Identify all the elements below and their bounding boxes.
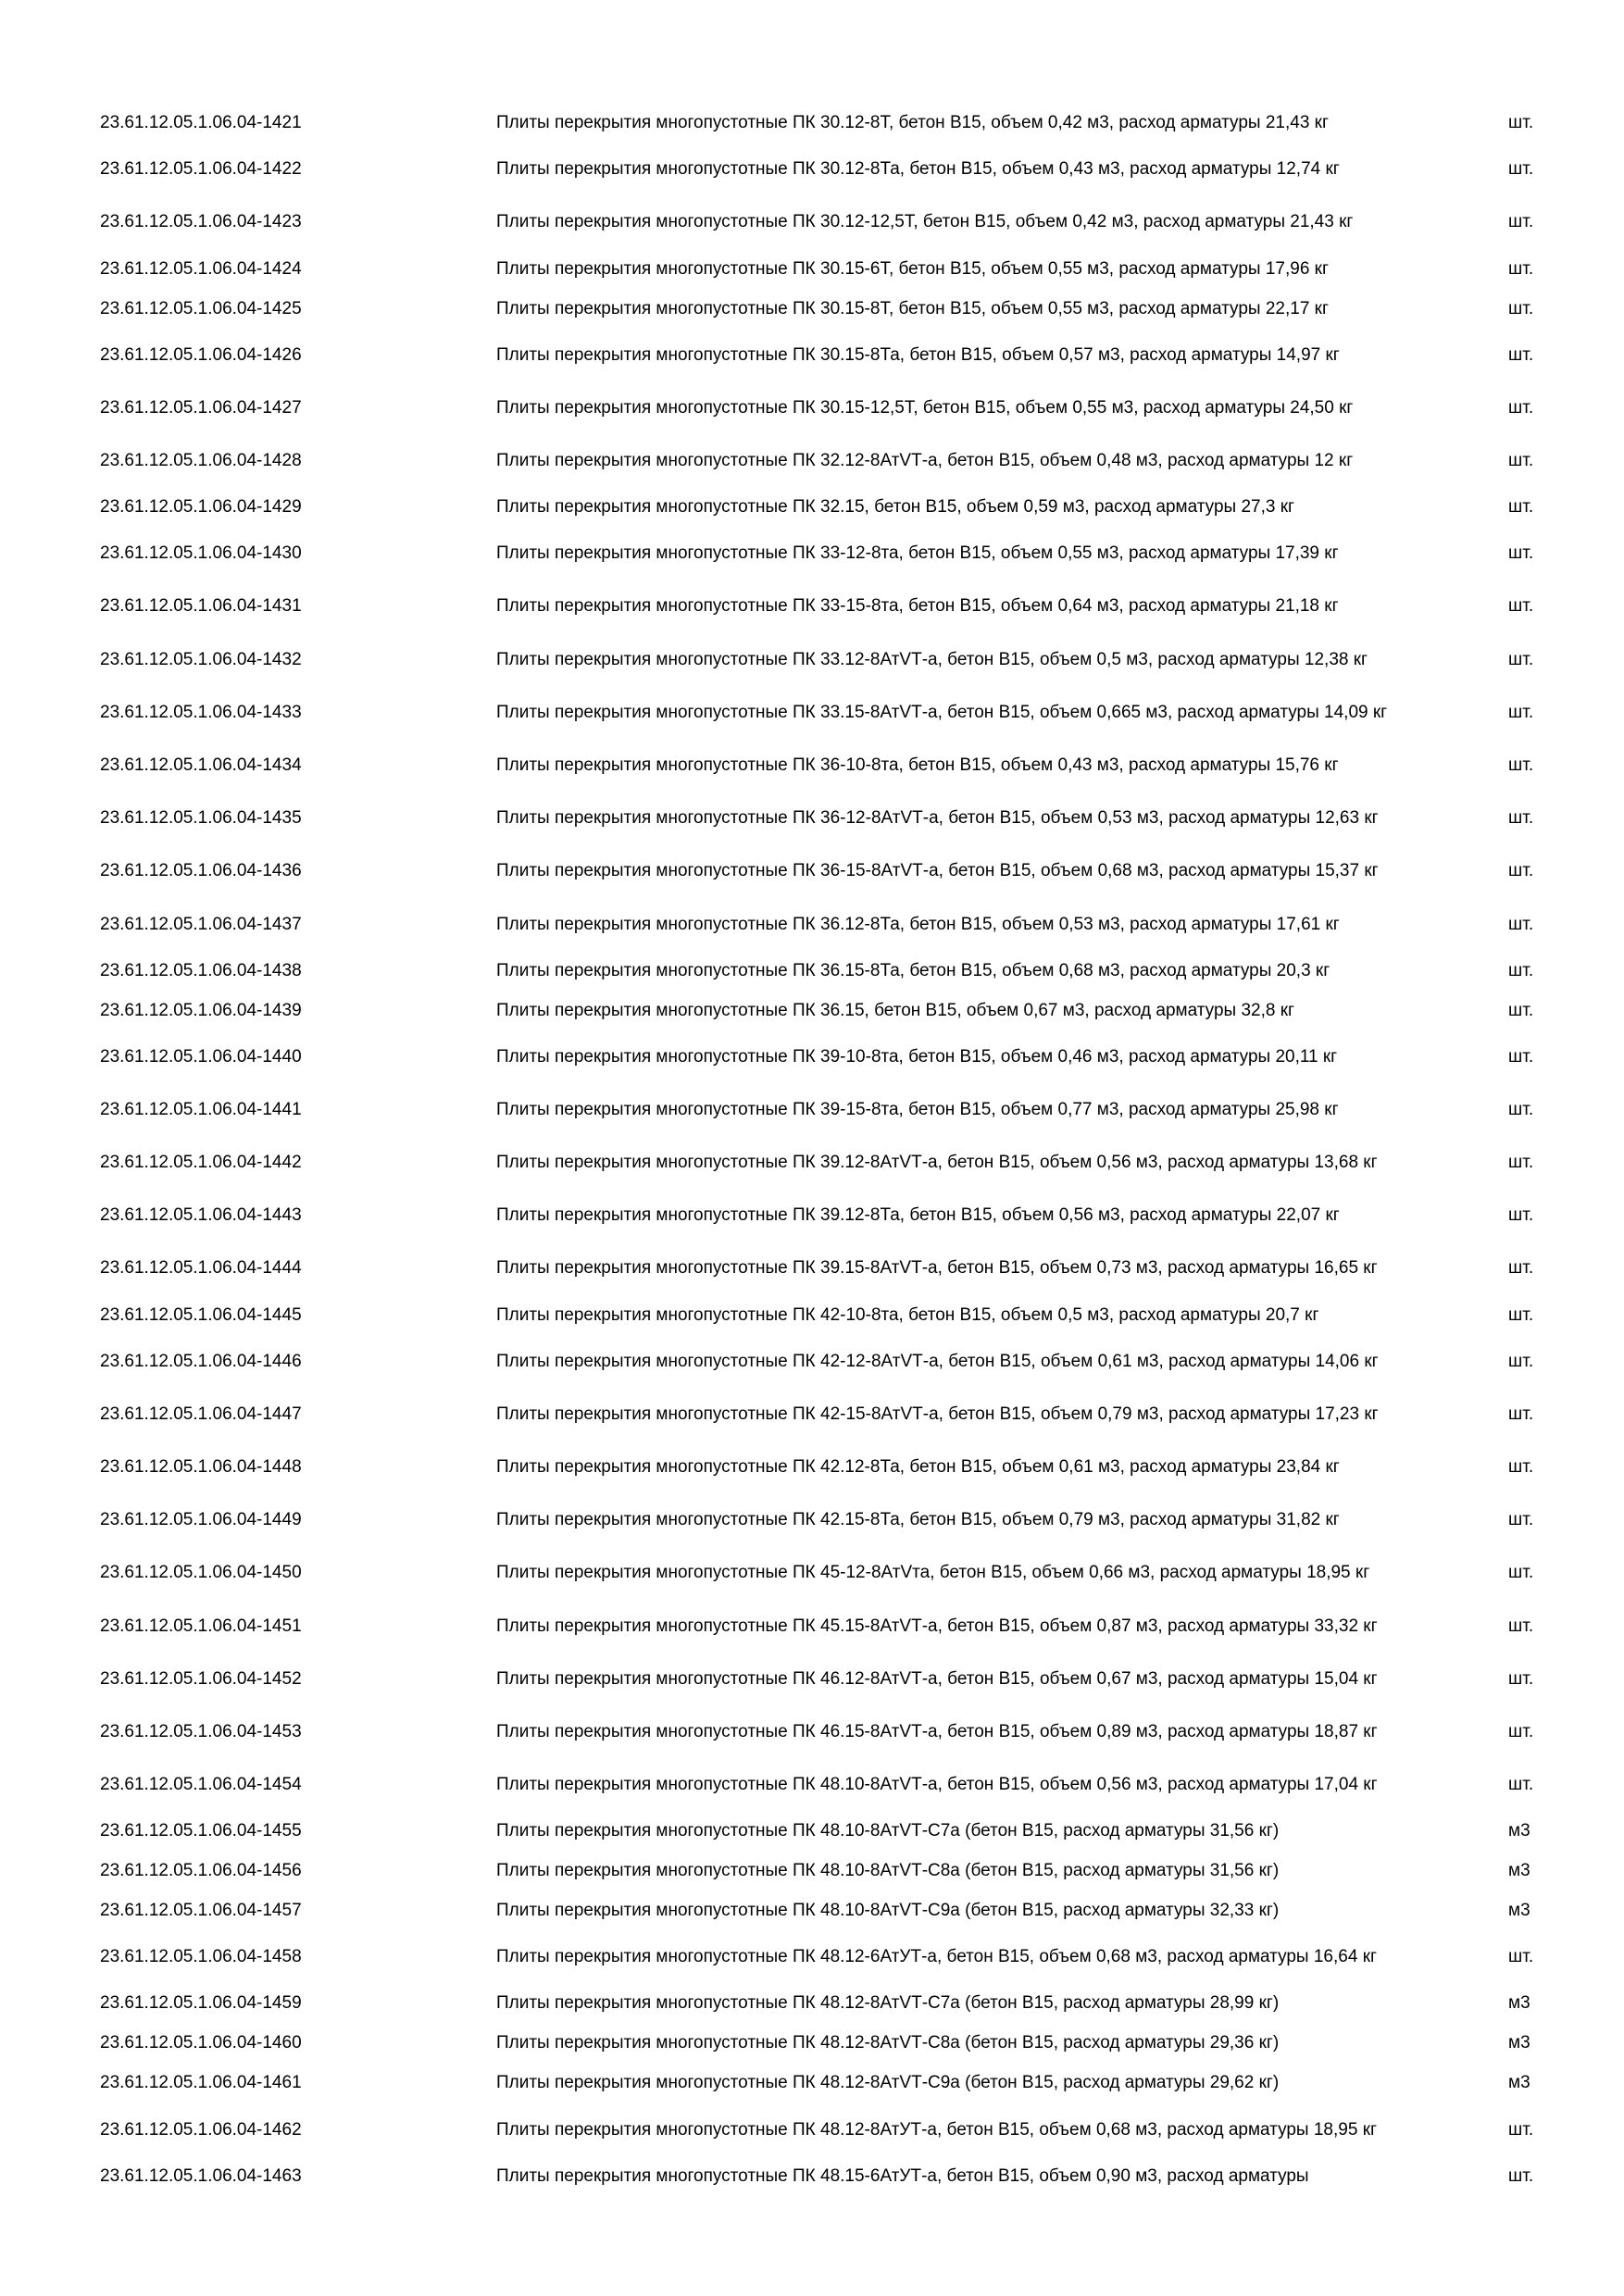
measurement-unit: шт. <box>1508 298 1534 318</box>
measurement-unit: шт. <box>1508 1721 1534 1741</box>
table-row <box>93 1852 1589 1891</box>
measurement-unit: шт. <box>1508 451 1534 471</box>
measurement-unit: шт. <box>1508 543 1534 564</box>
measurement-unit: шт. <box>1508 1563 1534 1583</box>
measurement-unit: шт. <box>1508 1457 1534 1478</box>
table-row <box>93 898 1589 951</box>
resource-description: Плиты перекрытия многопустотные ПК 30.15-8Т, бетон В15, объем 0,55 м3, расход арматуры 22,17 кг <box>496 298 1329 318</box>
resource-description: Плиты перекрытия многопустотные ПК 42.15-8Та, бетон В15, объем 0,79 м3, расход арматуры 31,82 кг <box>496 1510 1340 1530</box>
table-row <box>93 1030 1589 1083</box>
resource-description: Плиты перекрытия многопустотные ПК 42.12-8Та, бетон В15, объем 0,61 м3, расход арматуры 23,84 кг <box>496 1457 1340 1478</box>
resource-code: 23.61.12.05.1.06.04-1444 <box>100 1258 302 1279</box>
measurement-unit: шт. <box>1508 1510 1534 1530</box>
resource-description: Плиты перекрытия многопустотные ПК 48.10-8АтVТ-С7а (бетон В15, расход арматуры 31,56 кг) <box>496 1821 1280 1841</box>
table-row <box>93 1084 1589 1137</box>
resource-description: Плиты перекрытия многопустотные ПК 39.15-8АтVТ-а, бетон В15, объем 0,73 м3, расход арматуры 16,65 кг <box>496 1258 1378 1279</box>
resource-description: Плиты перекрытия многопустотные ПК 33.15-8АтVТ-а, бетон В15, объем 0,665 м3, расход арматуры 14,09 кг <box>496 702 1388 722</box>
measurement-unit: шт. <box>1508 1205 1534 1226</box>
resource-description: Плиты перекрытия многопустотные ПК 30.12-8Т, бетон В15, объем 0,42 м3, расход арматуры 21,43 кг <box>496 113 1329 133</box>
resource-code: 23.61.12.05.1.06.04-1448 <box>100 1457 302 1478</box>
resource-description: Плиты перекрытия многопустотные ПК 48.10-8АтVТ-С8а (бетон В15, расход арматуры 31,56 кг) <box>496 1861 1280 1881</box>
resource-code: 23.61.12.05.1.06.04-1458 <box>100 1947 302 1967</box>
resource-code: 23.61.12.05.1.06.04-1451 <box>100 1616 302 1636</box>
measurement-unit: м3 <box>1508 2033 1530 2053</box>
table-row <box>93 2024 1589 2064</box>
resource-code: 23.61.12.05.1.06.04-1449 <box>100 1510 302 1530</box>
table-row <box>93 1891 1589 1931</box>
resource-description: Плиты перекрытия многопустотные ПК 39.12-8Та, бетон В15, объем 0,56 м3, расход арматуры 22,07 кг <box>496 1205 1340 1226</box>
table-row <box>93 1931 1589 1984</box>
table-row <box>93 289 1589 329</box>
measurement-unit: шт. <box>1508 1046 1534 1067</box>
resource-code: 23.61.12.05.1.06.04-1443 <box>100 1205 302 1226</box>
resource-code: 23.61.12.05.1.06.04-1438 <box>100 960 302 980</box>
measurement-unit: шт. <box>1508 914 1534 934</box>
resource-description: Плиты перекрытия многопустотные ПК 30.12-8Та, бетон В15, объем 0,43 м3, расход арматуры 12,74 кг <box>496 159 1340 180</box>
measurement-unit: шт. <box>1508 755 1534 775</box>
table-row <box>93 1812 1589 1852</box>
resource-code: 23.61.12.05.1.06.04-1456 <box>100 1861 302 1881</box>
measurement-unit: м3 <box>1508 1861 1530 1881</box>
measurement-unit: шт. <box>1508 1404 1534 1424</box>
resource-description: Плиты перекрытия многопустотные ПК 46.15-8АтVТ-а, бетон В15, объем 0,89 м3, расход арматуры 18,87 кг <box>496 1721 1378 1741</box>
resource-code: 23.61.12.05.1.06.04-1440 <box>100 1046 302 1067</box>
resource-description: Плиты перекрытия многопустотные ПК 48.12-8АтVТ-С8а (бетон В15, расход арматуры 29,36 кг) <box>496 2033 1280 2053</box>
table-row <box>93 1190 1589 1242</box>
resource-code: 23.61.12.05.1.06.04-1425 <box>100 298 302 318</box>
resource-description: Плиты перекрытия многопустотные ПК 32.12-8АтVТ-а, бетон В15, объем 0,48 м3, расход арматуры 12 кг <box>496 451 1354 471</box>
measurement-unit: шт. <box>1508 861 1534 881</box>
table-row <box>93 991 1589 1030</box>
table-row <box>93 488 1589 528</box>
measurement-unit: шт. <box>1508 1000 1534 1020</box>
resource-code: 23.61.12.05.1.06.04-1423 <box>100 212 302 232</box>
measurement-unit: шт. <box>1508 2165 1534 2186</box>
resource-description: Плиты перекрытия многопустотные ПК 39.12-8АтVТ-а, бетон В15, объем 0,56 м3, расход арматуры 13,68 кг <box>496 1153 1378 1173</box>
table-row <box>93 2103 1589 2156</box>
table-row <box>93 687 1589 740</box>
resource-description: Плиты перекрытия многопустотные ПК 36-12-8АтVТ-а, бетон В15, объем 0,53 м3, расход арматуры 12,63 кг <box>496 808 1379 829</box>
measurement-unit: шт. <box>1508 2119 1534 2140</box>
resource-description: Плиты перекрытия многопустотные ПК 32.15, бетон В15, объем 0,59 м3, расход арматуры 27,3 кг <box>496 497 1294 518</box>
resource-description: Плиты перекрытия многопустотные ПК 48.12-8АтУТ-а, бетон В15, объем 0,68 м3, расход арматуры 18,95 кг <box>496 2119 1377 2140</box>
table-row <box>93 2064 1589 2103</box>
resource-description: Плиты перекрытия многопустотные ПК 48.10-8АтVТ-а, бетон В15, объем 0,56 м3, расход арматуры 17,04 кг <box>496 1775 1378 1795</box>
resource-description: Плиты перекрытия многопустотные ПК 33-15-8та, бетон В15, объем 0,64 м3, расход арматуры 21,18 кг <box>496 596 1339 617</box>
table-row <box>93 1137 1589 1190</box>
resource-code: 23.61.12.05.1.06.04-1427 <box>100 397 302 418</box>
table-row <box>93 1653 1589 1706</box>
resource-description: Плиты перекрытия многопустотные ПК 46.12-8АтVТ-а, бетон В15, объем 0,67 м3, расход арматуры 15,04 кг <box>496 1668 1378 1689</box>
resource-code: 23.61.12.05.1.06.04-1429 <box>100 497 302 518</box>
table-row <box>93 1295 1589 1335</box>
table-row <box>93 249 1589 289</box>
measurement-unit: шт. <box>1508 960 1534 980</box>
measurement-unit: шт. <box>1508 808 1534 829</box>
measurement-unit: шт. <box>1508 702 1534 722</box>
resource-description: Плиты перекрытия многопустотные ПК 48.10-8АтVТ-С9а (бетон В15, расход арматуры 32,33 кг) <box>496 1901 1280 1921</box>
resource-code: 23.61.12.05.1.06.04-1445 <box>100 1304 302 1325</box>
table-row <box>93 329 1589 381</box>
resource-code: 23.61.12.05.1.06.04-1437 <box>100 914 302 934</box>
measurement-unit: шт. <box>1508 1258 1534 1279</box>
resource-code: 23.61.12.05.1.06.04-1426 <box>100 344 302 365</box>
resource-description: Плиты перекрытия многопустотные ПК 33.12-8АтVТ-а, бетон В15, объем 0,5 м3, расход арматуры 12,38 кг <box>496 649 1368 669</box>
measurement-unit: шт. <box>1508 212 1534 232</box>
resource-description: Плиты перекрытия многопустотные ПК 36.15-8Та, бетон В15, объем 0,68 м3, расход арматуры 20,3 кг <box>496 960 1330 980</box>
measurement-unit: м3 <box>1508 1821 1530 1841</box>
table-body <box>93 104 1589 2196</box>
resource-description: Плиты перекрытия многопустотные ПК 30.15-12,5Т, бетон В15, объем 0,55 м3, расход арматуры 24,50 кг <box>496 397 1354 418</box>
resource-description: Плиты перекрытия многопустотные ПК 30.12-12,5Т, бетон В15, объем 0,42 м3, расход арматуры 21,43 кг <box>496 212 1354 232</box>
measurement-unit: шт. <box>1508 258 1534 279</box>
resource-code: 23.61.12.05.1.06.04-1455 <box>100 1821 302 1841</box>
measurement-unit: шт. <box>1508 1304 1534 1325</box>
resource-description: Плиты перекрытия многопустотные ПК 33-12-8та, бетон В15, объем 0,55 м3, расход арматуры 17,39 кг <box>496 543 1339 564</box>
measurement-unit: шт. <box>1508 1099 1534 1119</box>
measurement-unit: шт. <box>1508 1668 1534 1689</box>
resource-description: Плиты перекрытия многопустотные ПК 48.12-8АтVТ-С9а (бетон В15, расход арматуры 29,62 кг) <box>496 2073 1280 2093</box>
resource-code: 23.61.12.05.1.06.04-1430 <box>100 543 302 564</box>
resource-code: 23.61.12.05.1.06.04-1435 <box>100 808 302 829</box>
table-row <box>93 951 1589 991</box>
measurement-unit: шт. <box>1508 397 1534 418</box>
resource-code: 23.61.12.05.1.06.04-1452 <box>100 1668 302 1689</box>
table-row <box>93 528 1589 580</box>
table-row <box>93 845 1589 898</box>
resource-code: 23.61.12.05.1.06.04-1439 <box>100 1000 302 1020</box>
resource-description: Плиты перекрытия многопустотные ПК 48.12-8АтVТ-С7а (бетон В15, расход арматуры 28,99 кг) <box>496 1993 1280 2014</box>
resource-description: Плиты перекрытия многопустотные ПК 36-10-8та, бетон В15, объем 0,43 м3, расход арматуры 15,76 кг <box>496 755 1339 775</box>
resource-code: 23.61.12.05.1.06.04-1432 <box>100 649 302 669</box>
resource-code: 23.61.12.05.1.06.04-1459 <box>100 1993 302 2014</box>
measurement-unit: шт. <box>1508 159 1534 180</box>
resource-code: 23.61.12.05.1.06.04-1436 <box>100 861 302 881</box>
table-row <box>93 1600 1589 1653</box>
resource-description: Плиты перекрытия многопустотные ПК 39-15-8та, бетон В15, объем 0,77 м3, расход арматуры 25,98 кг <box>496 1099 1339 1119</box>
table-row <box>93 580 1589 633</box>
resource-code: 23.61.12.05.1.06.04-1462 <box>100 2119 302 2140</box>
resource-code: 23.61.12.05.1.06.04-1424 <box>100 258 302 279</box>
resource-code: 23.61.12.05.1.06.04-1453 <box>100 1721 302 1741</box>
resource-description: Плиты перекрытия многопустотные ПК 42-15-8АтVТ-а, бетон В15, объем 0,79 м3, расход арматуры 17,23 кг <box>496 1404 1379 1424</box>
table-row <box>93 435 1589 488</box>
table-row <box>93 2156 1589 2196</box>
resource-description: Плиты перекрытия многопустотные ПК 36.12-8Та, бетон В15, объем 0,53 м3, расход арматуры 17,61 кг <box>496 914 1340 934</box>
resource-description: Плиты перекрытия многопустотные ПК 30.15-8Та, бетон В15, объем 0,57 м3, расход арматуры 14,97 кг <box>496 344 1340 365</box>
measurement-unit: шт. <box>1508 1947 1534 1967</box>
table-row <box>93 1441 1589 1494</box>
resource-code: 23.61.12.05.1.06.04-1421 <box>100 113 302 133</box>
measurement-unit: шт. <box>1508 113 1534 133</box>
table-row <box>93 1547 1589 1600</box>
table-row <box>93 144 1589 196</box>
table-row <box>93 740 1589 792</box>
measurement-unit: м3 <box>1508 2073 1530 2093</box>
measurement-unit: шт. <box>1508 1616 1534 1636</box>
resource-description: Плиты перекрытия многопустотные ПК 36.15, бетон В15, объем 0,67 м3, расход арматуры 32,8 кг <box>496 1000 1294 1020</box>
resource-code: 23.61.12.05.1.06.04-1463 <box>100 2165 302 2186</box>
measurement-unit: шт. <box>1508 344 1534 365</box>
measurement-unit: шт. <box>1508 1153 1534 1173</box>
table-row <box>93 1242 1589 1295</box>
resource-description: Плиты перекрытия многопустотные ПК 45-12-8АтVта, бетон В15, объем 0,66 м3, расход арматуры 18,95 кг <box>496 1563 1370 1583</box>
table-row <box>93 792 1589 845</box>
table-row <box>93 196 1589 249</box>
resource-description: Плиты перекрытия многопустотные ПК 30.15-6Т, бетон В15, объем 0,55 м3, расход арматуры 17,96 кг <box>496 258 1329 279</box>
measurement-unit: м3 <box>1508 1993 1530 2014</box>
resource-description: Плиты перекрытия многопустотные ПК 42-10-8та, бетон В15, объем 0,5 м3, расход арматуры 20,7 кг <box>496 1304 1319 1325</box>
price-code-table <box>93 104 1589 2196</box>
measurement-unit: м3 <box>1508 1901 1530 1921</box>
resource-code: 23.61.12.05.1.06.04-1446 <box>100 1351 302 1371</box>
table-row <box>93 1759 1589 1812</box>
table-row <box>93 1494 1589 1547</box>
table-row <box>93 1984 1589 2024</box>
measurement-unit: шт. <box>1508 497 1534 518</box>
resource-code: 23.61.12.05.1.06.04-1447 <box>100 1404 302 1424</box>
table-row <box>93 633 1589 686</box>
table-row <box>93 382 1589 435</box>
table-row <box>93 1706 1589 1759</box>
resource-code: 23.61.12.05.1.06.04-1457 <box>100 1901 302 1921</box>
resource-code: 23.61.12.05.1.06.04-1422 <box>100 159 302 180</box>
resource-code: 23.61.12.05.1.06.04-1442 <box>100 1153 302 1173</box>
resource-description: Плиты перекрытия многопустотные ПК 39-10-8та, бетон В15, объем 0,46 м3, расход арматуры 20,11 кг <box>496 1046 1338 1067</box>
measurement-unit: шт. <box>1508 1775 1534 1795</box>
measurement-unit: шт. <box>1508 1351 1534 1371</box>
resource-code: 23.61.12.05.1.06.04-1460 <box>100 2033 302 2053</box>
resource-description: Плиты перекрытия многопустотные ПК 45.15-8АтVТ-а, бетон В15, объем 0,87 м3, расход арматуры 33,32 кг <box>496 1616 1378 1636</box>
measurement-unit: шт. <box>1508 596 1534 617</box>
table-row <box>93 104 1589 144</box>
resource-code: 23.61.12.05.1.06.04-1450 <box>100 1563 302 1583</box>
resource-description: Плиты перекрытия многопустотные ПК 36-15-8АтVТ-а, бетон В15, объем 0,68 м3, расход арматуры 15,37 кг <box>496 861 1379 881</box>
resource-code: 23.61.12.05.1.06.04-1434 <box>100 755 302 775</box>
resource-code: 23.61.12.05.1.06.04-1428 <box>100 451 302 471</box>
measurement-unit: шт. <box>1508 649 1534 669</box>
resource-description: Плиты перекрытия многопустотные ПК 42-12-8АтVТ-а, бетон В15, объем 0,61 м3, расход арматуры 14,06 кг <box>496 1351 1379 1371</box>
table-row <box>93 1335 1589 1388</box>
resource-code: 23.61.12.05.1.06.04-1441 <box>100 1099 302 1119</box>
resource-code: 23.61.12.05.1.06.04-1433 <box>100 702 302 722</box>
resource-description: Плиты перекрытия многопустотные ПК 48.12-6АтУТ-а, бетон В15, объем 0,68 м3, расход арматуры 16,64 кг <box>496 1947 1377 1967</box>
resource-code: 23.61.12.05.1.06.04-1431 <box>100 596 302 617</box>
resource-description: Плиты перекрытия многопустотные ПК 48.15-6АтУТ-а, бетон В15, объем 0,90 м3, расход арматуры <box>496 2165 1309 2186</box>
resource-code: 23.61.12.05.1.06.04-1454 <box>100 1775 302 1795</box>
table-row <box>93 1389 1589 1441</box>
resource-code: 23.61.12.05.1.06.04-1461 <box>100 2073 302 2093</box>
